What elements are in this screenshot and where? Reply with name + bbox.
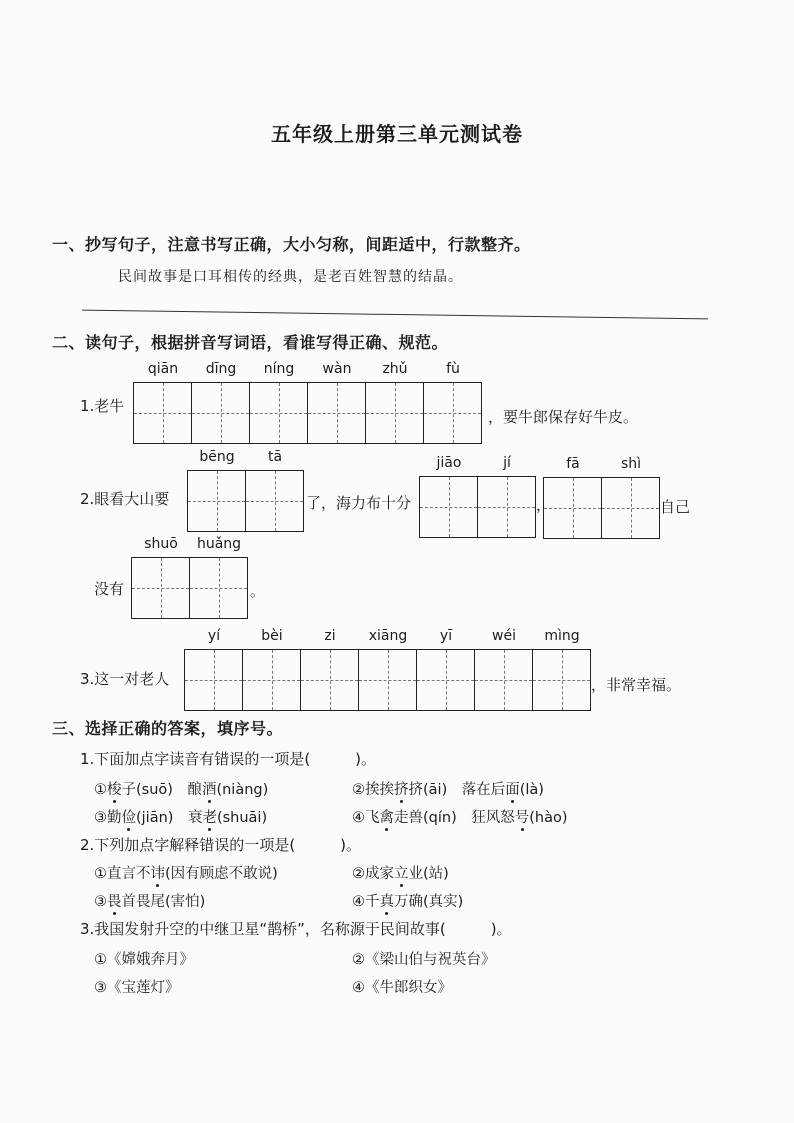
s3-q3-option-4[interactable]: ④《牛郎织女》 <box>352 980 452 996</box>
char-cell[interactable] <box>475 628 533 710</box>
opt-text: (因有顾虑不敢说) <box>165 866 278 882</box>
opt-text: ④飞 <box>352 810 380 826</box>
pinyin: bèi <box>261 628 283 644</box>
opt-text: ① <box>94 782 107 798</box>
dotted-char: 号 <box>514 810 530 826</box>
q2-line2-suffix: 。 <box>250 582 266 600</box>
opt-text: 子(suō) 酿 <box>121 782 202 798</box>
q2-mid2: ， <box>536 496 552 514</box>
pinyin: wàn <box>322 361 352 377</box>
char-cell[interactable] <box>301 628 359 710</box>
dotted-char: 俭 <box>121 810 136 826</box>
answer-grid-q2a[interactable] <box>187 449 304 532</box>
answer-grid-q2b[interactable] <box>419 455 536 538</box>
pinyin: xiāng <box>368 628 408 644</box>
dotted-char: 梭 <box>107 782 122 798</box>
s3-q3-option-1[interactable]: ①《嫦娥奔月》 <box>94 952 194 968</box>
opt-text: ④千 <box>352 894 380 910</box>
char-cell[interactable] <box>185 628 243 710</box>
q2-line2-prefix: 没有 <box>94 580 125 598</box>
section1-sentence: 民间故事是口耳相传的经典，是老百姓智慧的结晶。 <box>118 269 463 285</box>
char-cell[interactable] <box>134 361 192 443</box>
char-cell[interactable] <box>366 361 424 443</box>
opt-text: (jiān) 衰 <box>136 810 203 826</box>
s3-q1-option-2[interactable] <box>352 778 544 799</box>
section3-heading: 三、选择正确的答案，填序号。 <box>52 719 284 738</box>
char-cell[interactable] <box>417 628 475 710</box>
pinyin: wéi <box>492 628 516 644</box>
pinyin: mìng <box>544 628 580 644</box>
char-cell[interactable] <box>533 628 591 710</box>
pinyin: zhǔ <box>382 361 408 377</box>
pinyin: dīng <box>205 361 237 377</box>
opt-text: ③勤 <box>94 810 122 826</box>
pinyin: yī <box>439 628 453 644</box>
opt-text: 首畏尾(害怕) <box>121 894 206 910</box>
q1-suffix: ，要牛郎保存好牛皮。 <box>488 408 639 426</box>
pinyin: qiān <box>147 361 179 377</box>
opt-text: 挤(āi) 落在后 <box>408 782 506 798</box>
char-cell[interactable] <box>192 361 250 443</box>
pinyin: shì <box>620 456 642 472</box>
answer-grid-q2c[interactable] <box>543 456 660 539</box>
dotted-char: 讳 <box>150 866 165 882</box>
pinyin: fù <box>446 361 460 377</box>
dotted-char: 酒 <box>201 782 217 798</box>
char-cell[interactable] <box>424 361 482 443</box>
opt-text: (shuāi) <box>216 810 268 826</box>
s3-q1-option-3[interactable] <box>94 806 267 827</box>
char-cell[interactable] <box>478 455 536 537</box>
dotted-char: 面 <box>505 782 520 798</box>
char-cell[interactable] <box>544 456 602 538</box>
dotted-char: 禽 <box>379 810 394 826</box>
answer-grid-q1[interactable] <box>133 361 482 444</box>
opt-text: (niàng) <box>216 782 269 798</box>
dotted-char: 老 <box>202 810 217 826</box>
pinyin: fā <box>566 456 580 472</box>
q2-mid1: 了，海力布十分 <box>306 494 412 512</box>
q2-suffix: 自己 <box>660 498 691 516</box>
pinyin: shuō <box>144 536 178 552</box>
pinyin: bēng <box>199 449 235 465</box>
dotted-char: 立 <box>394 866 409 882</box>
char-cell[interactable] <box>188 449 246 531</box>
pinyin: zi <box>324 628 336 644</box>
pinyin: jiāo <box>436 455 462 471</box>
s3-q2-stem: 2.下列加点字解释错误的一项是( )。 <box>80 836 362 854</box>
dotted-char: 真 <box>379 894 394 910</box>
pinyin: jí <box>503 455 511 471</box>
dotted-char: 畏 <box>107 894 122 910</box>
q3-suffix: ，非常幸福。 <box>591 676 682 694</box>
char-cell[interactable] <box>308 361 366 443</box>
char-cell[interactable] <box>359 628 417 710</box>
s3-q2-option-1[interactable] <box>94 862 278 883</box>
s3-q3-stem: 3.我国发射升空的中继卫星“鹊桥”，名称源于民间故事( )。 <box>80 920 512 938</box>
char-cell[interactable] <box>132 536 190 618</box>
char-cell[interactable] <box>420 455 478 537</box>
s3-q1-stem: 1.下面加点字读音有错误的一项是( )。 <box>80 750 377 768</box>
section2-heading: 二、读句子，根据拼音写词语，看谁写得正确、规范。 <box>52 333 449 352</box>
s3-q1-option-4[interactable] <box>352 806 568 827</box>
s3-q2-option-3[interactable] <box>94 890 205 911</box>
s3-q3-option-3[interactable]: ③《宝莲灯》 <box>94 980 180 996</box>
answer-grid-q3[interactable] <box>184 628 591 711</box>
s3-q1-option-1[interactable] <box>94 778 268 799</box>
opt-text: 走兽(qín) 狂风怒 <box>394 810 515 826</box>
pinyin: tā <box>267 449 283 465</box>
opt-text: 万确(真实) <box>394 894 464 910</box>
q2-prefix: 2.眼看大山要 <box>80 490 170 508</box>
s3-q2-option-2[interactable] <box>352 862 449 883</box>
opt-text: (là) <box>519 782 544 798</box>
s3-q2-option-4[interactable] <box>352 890 463 911</box>
dotted-char: 挤 <box>394 782 409 798</box>
pinyin: huǎng <box>196 536 242 552</box>
section1-heading: 一、抄写句子，注意书写正确，大小匀称，间距适中，行款整齐。 <box>52 235 531 254</box>
pinyin: níng <box>263 361 295 377</box>
opt-text: ②挨挨 <box>352 782 394 798</box>
q3-prefix: 3.这一对老人 <box>80 670 170 688</box>
q1-prefix: 1.老牛 <box>80 397 125 415</box>
opt-text: ①直言不 <box>94 866 151 882</box>
pinyin: yí <box>207 628 221 644</box>
s3-q3-option-2[interactable]: ②《梁山伯与祝英台》 <box>352 952 496 968</box>
char-cell[interactable] <box>246 449 304 531</box>
opt-text: (hào) <box>529 810 568 826</box>
page-title: 五年级上册第三单元测试卷 <box>271 122 523 146</box>
opt-text: ②成家 <box>352 866 394 882</box>
opt-text: 业(站) <box>408 866 449 882</box>
char-cell[interactable] <box>190 536 248 618</box>
answer-grid-q2d[interactable] <box>131 536 248 619</box>
opt-text: ③ <box>94 894 107 910</box>
char-cell[interactable] <box>250 361 308 443</box>
char-cell[interactable] <box>602 456 660 538</box>
char-cell[interactable] <box>243 628 301 710</box>
writing-line[interactable] <box>82 310 708 320</box>
